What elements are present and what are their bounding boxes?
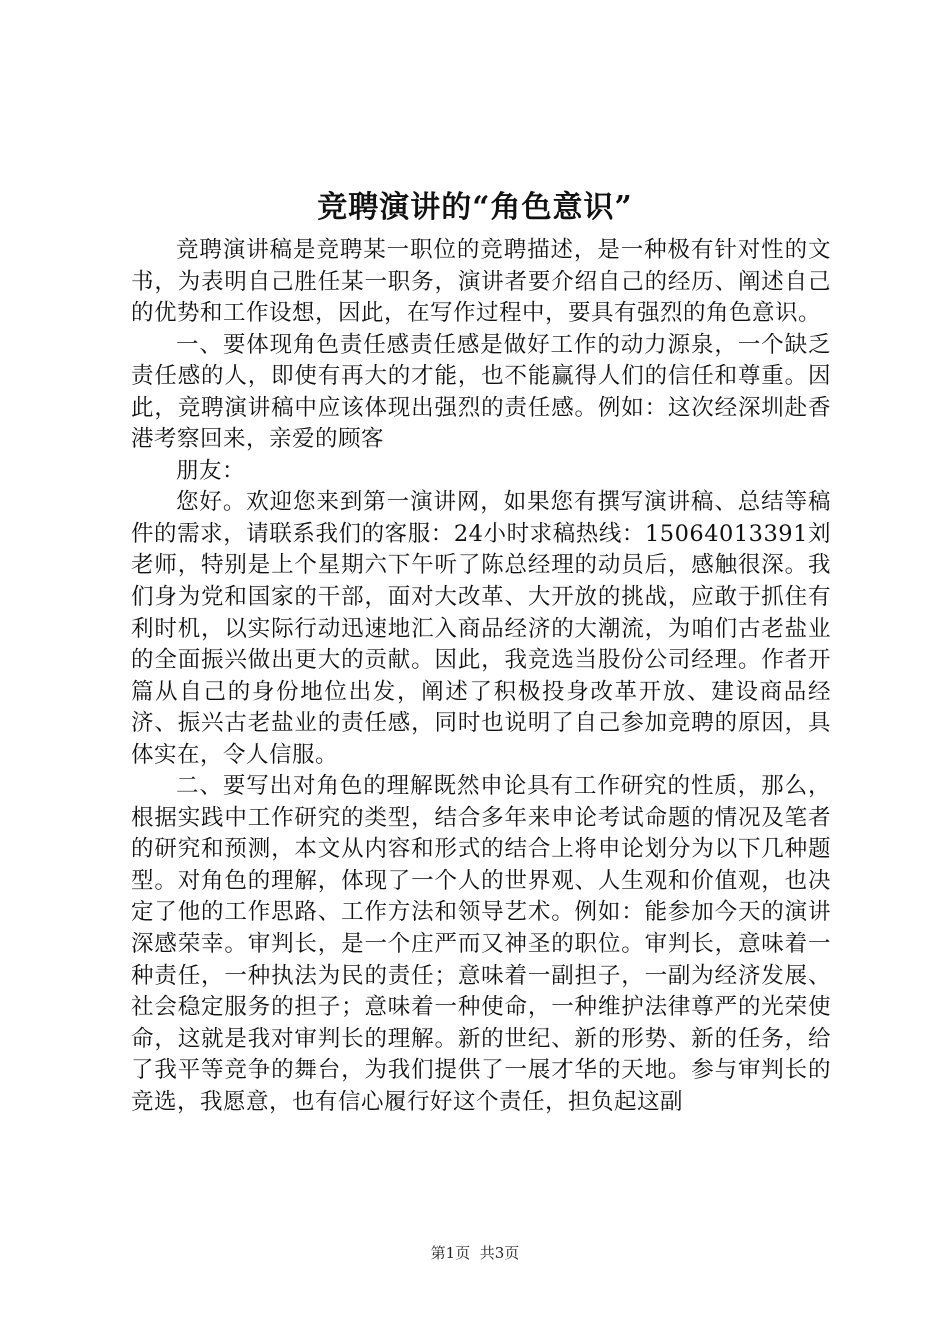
paragraph-section-two: 二、要写出对角色的理解既然申论具有工作研究的性质，那么，根据实践中工作研究的类型，结合多年来申论考试命题的情况及笔者的研究和预测，本文从内容和形式的结合上将申论划分为以下几种题型。对角色的理解，体现了一个人的世界观、人生观和价值观，也决定了他的工作思路、工作方法和领导艺术。例如：能参加今天的演讲深感荣幸。审判长，是一个庄严而又神圣的职位。审判长，意味着一种责任，一种执法为民的责任；意味着一副担子，一副为经济发展、社会稳定服务的担子；意味着一种使命，一种维护法律尊严的光荣使命，这就是我对审判长的理解。新的世纪、新的形势、新的任务，给了我平等竞争的舞台，为我们提供了一展才华的天地。参与审判长的竞选，我愿意，也有信心履行好这个责任，担负起这副 [131, 773, 831, 1115]
paragraph-intro: 竞聘演讲稿是竞聘某一职位的竞聘描述，是一种极有针对性的文书，为表明自己胜任某一职务，演讲者要介绍自己的经历、阐述自己的优势和工作设想，因此，在写作过程中，要具有强烈的角色意识。 [131, 237, 831, 327]
page-total: 共3页 [479, 1244, 520, 1262]
paragraph-section-one: 一、要体现角色责任感责任感是做好工作的动力源泉，一个缺乏责任感的人，即使有再大的才能，也不能赢得人们的信任和尊重。因此，竞聘演讲稿中应该体现出强烈的责任感。例如：这次经深圳赴香港考察回来，亲爱的顾客 [131, 331, 831, 453]
paragraph-salutation: 朋友： [176, 457, 246, 484]
document-title: 竞聘演讲的“角色意识” [317, 190, 633, 225]
paragraph-greeting: 您好。欢迎您来到第一演讲网，如果您有撰写演讲稿、总结等稿件的需求，请联系我们的客服：24小时求稿热线：15064013391刘老师，特别是上个星期六下午听了陈总经理的动员后，感触很深。我们身为党和国家的干部，面对大改革、大开放的挑战，应敢于抓住有利时机，以实际行动迅速地汇入商品经济的大潮流，为咱们古老盐业的全面振兴做出更大的贡献。因此，我竞选当股份公司经理。作者开篇从自己的身份地位出发，阐述了积极投身改革开放、建设商品经济、振兴古老盐业的责任感，同时也说明了自己参加竞聘的原因，具体实在，令人信服。 [131, 489, 831, 768]
document-body [131, 235, 831, 1118]
page-footer [0, 1242, 950, 1264]
page-number: 第1页 [430, 1244, 471, 1262]
